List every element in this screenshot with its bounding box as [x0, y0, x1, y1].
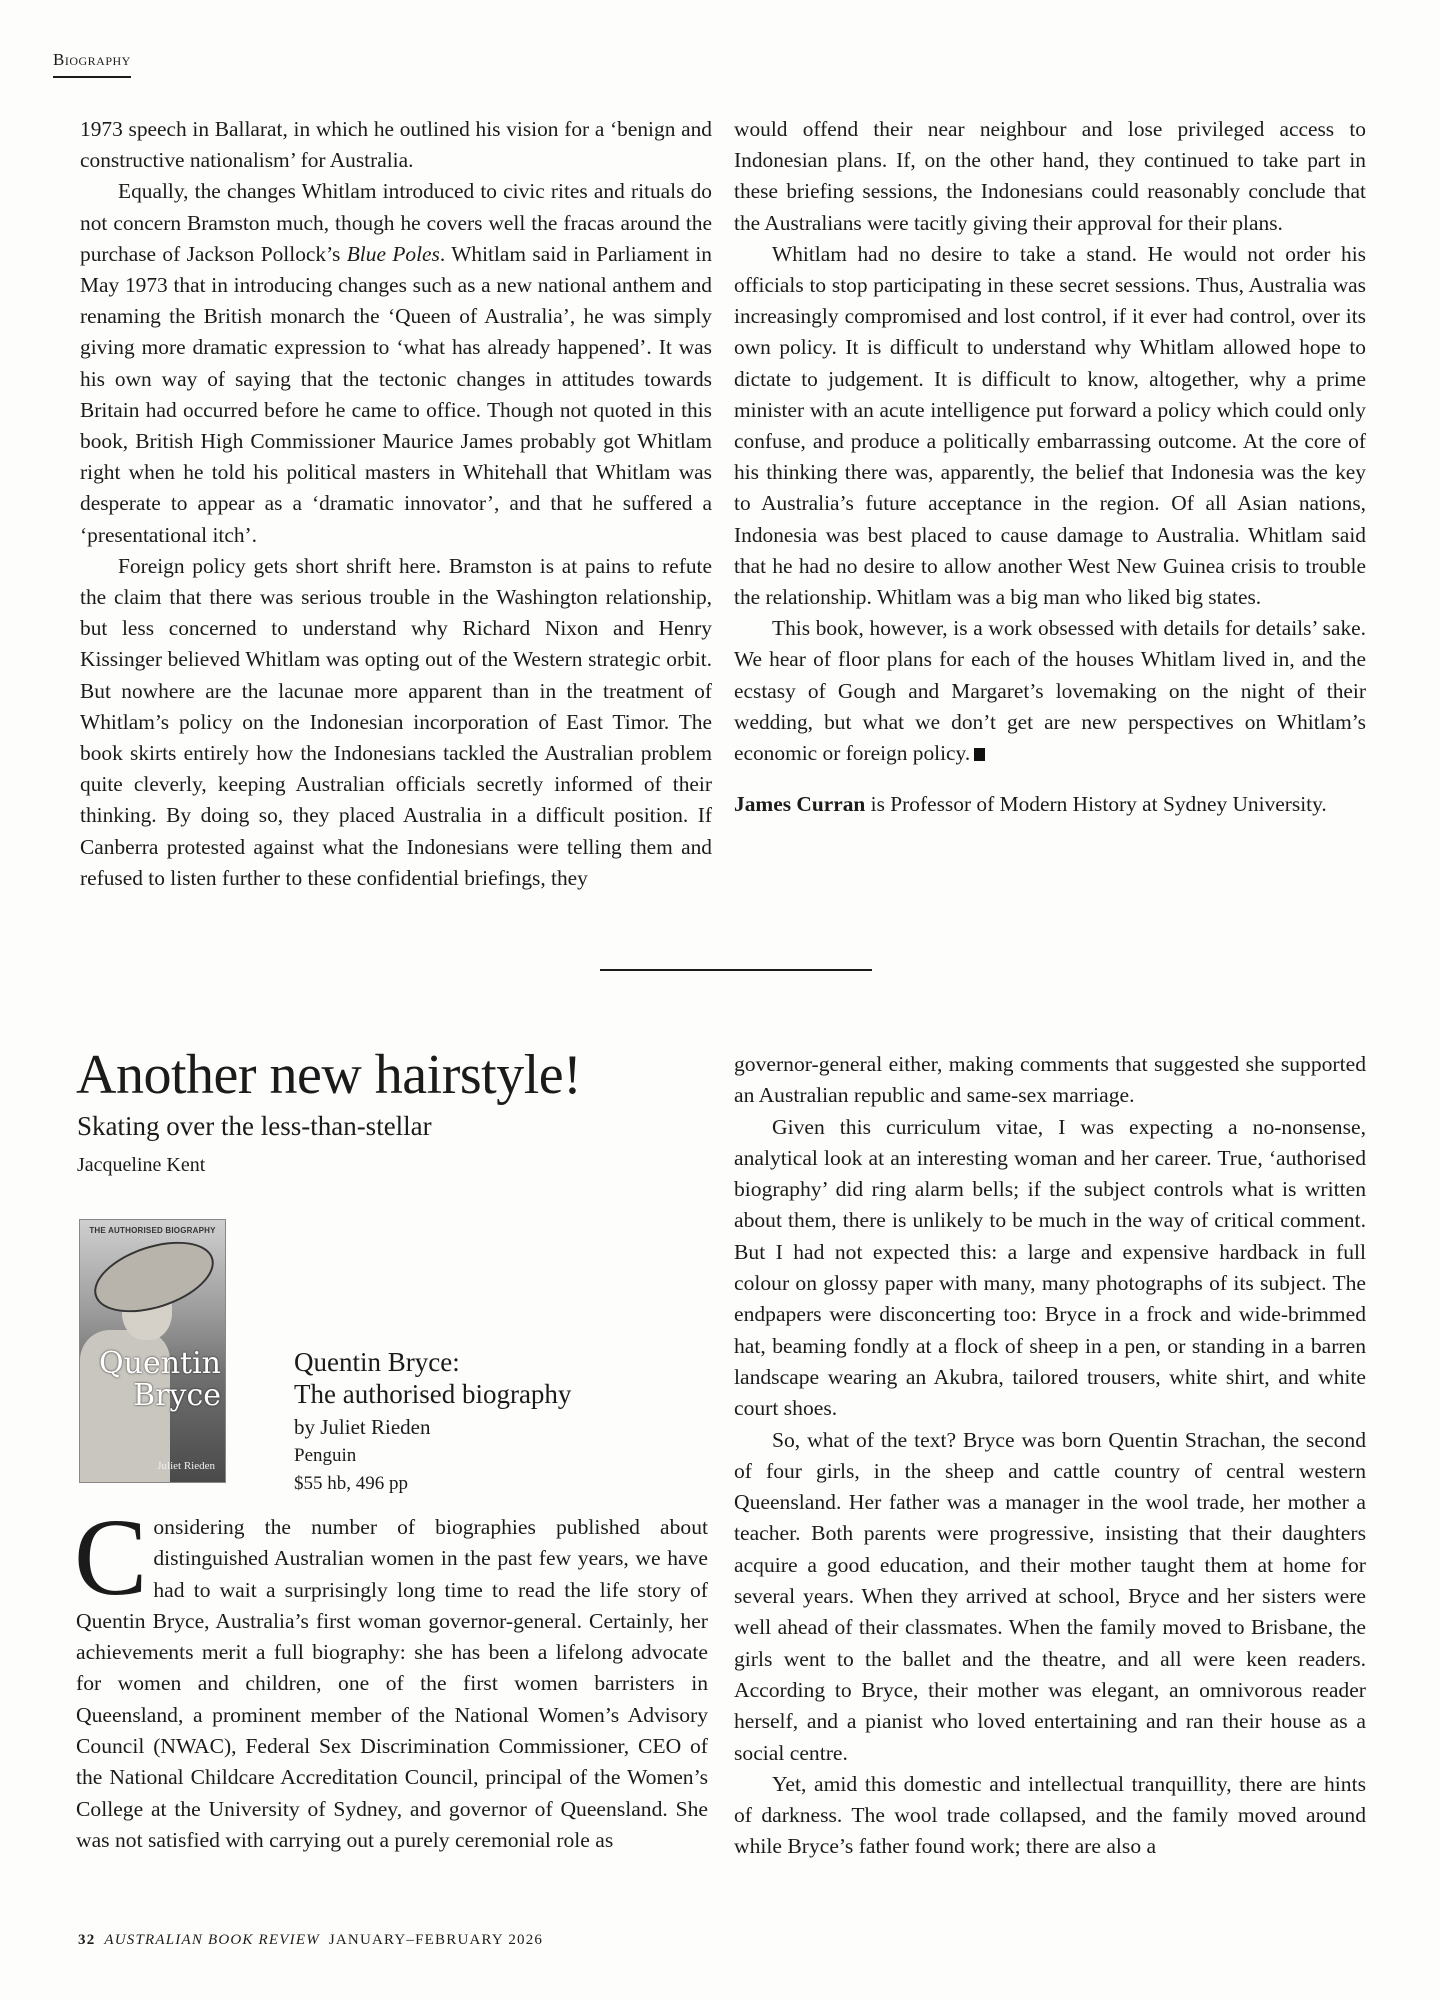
article-subhead: Skating over the less-than-stellar	[77, 1111, 432, 1141]
end-of-article-mark-icon	[974, 748, 985, 761]
cover-title-line: Bryce	[133, 1378, 221, 1413]
book-price-format: $55 hb, 496 pp	[294, 1473, 408, 1494]
page-number: 32	[78, 1932, 96, 1948]
paragraph-text: onsidering the number of biographies published about distinguished Australian women in the past few years, we have had to wait a surprisingly long time to read the life story of Quentin Bryce, Australia’s first woman governor-general. Certainly, her achievements merit a full biography: she has been a lifelong advocate for women and children, one of the first women barristers in Queensland, a prominent member of the National Women’s Advisory Council (NWAC), Federal Sex Discrimination Commissioner, CEO of the National Childcare Accreditation Council, principal of the Women’s College at the University of Sydney, and governor of Queensland. She was not satisfied with carrying out a purely ceremonial role as	[76, 1515, 708, 1852]
article-byline: Jacqueline Kent	[77, 1154, 206, 1176]
paragraph: Given this curriculum vitae, I was expecting a no-nonsense, analytical look at an interesting woman and her career. True, ‘authorised biography’ did ring alarm bells; if the subject controls what is written about them, there is unlikely to be much in the way of critical comment. But I had not expected this: a large and expensive hardback in full colour on glossy paper with many, many photographs of its subject. The endpapers were disconcerting too: Bryce in a frock and wide-brimmed hat, beaming fondly at a flock of sheep in a pen, or standing in a barren landscape wearing an Akubra, tailored trousers, white shirt, and white court shoes.	[734, 1114, 1366, 1421]
paragraph: Yet, amid this domestic and intellectual tranquillity, there are hints of darkness. The wool trade collapsed, and the family moved around while Bryce’s father found work; there are also a	[734, 1771, 1366, 1859]
issue-date: JANUARY–FEBRUARY 2026	[328, 1932, 544, 1948]
book-cover-image	[79, 1219, 226, 1483]
reviewer-bio	[734, 789, 1366, 820]
paragraph: Foreign policy gets short shrift here. Bramston is at pains to refute the claim that there was serious trouble in the Washington relationship, but less concerned to understand why Richard Nixon and Henry Kissinger believed Whitlam was opting out of the Western strategic orbit. But nowhere are the lacunae more apparent than in the treatment of Whitlam’s policy on the Indonesian incorporation of East Timor. The book skirts entirely how the Indonesians tackled the Australian problem quite cleverly, keeping Australian officials secretly informed of their thinking. By doing so, they placed Australia in a difficult position. If Canberra protested against what the Indonesians were telling them and refused to listen further to these confidential briefings, they	[80, 553, 712, 890]
section-divider	[600, 969, 872, 971]
cover-author: Juliet Rieden	[157, 1460, 215, 1472]
review1-column-right	[734, 114, 1366, 820]
paragraph: would offend their near neighbour and lose privileged access to Indonesian plans. If, on the other hand, they continued to take part in these briefing sessions, the Indonesians could reasonably conclude that the Australians were tacitly giving their approval for their plans.	[734, 117, 1366, 235]
drop-cap: C	[74, 1496, 148, 1618]
paragraph-text: This book, however, is a work obsessed with details for details’ sake. We hear of floor plans for each of the houses Whitlam lived in, and the ecstasy of Gough and Margaret’s lovemaking on the night of their wedding, but what we don’t get are new perspectives on Whitlam’s economic or foreign policy.	[734, 616, 1366, 766]
reviewer-bio-text: is Professor of Modern History at Sydney University.	[865, 792, 1327, 817]
book-title-line: The authorised biography	[294, 1379, 572, 1409]
paragraph	[74, 1496, 708, 1856]
magazine-name: AUSTRALIAN BOOK REVIEW	[104, 1932, 320, 1948]
review2-column-left	[74, 1496, 708, 1856]
book-publisher: Penguin	[294, 1445, 357, 1466]
cover-tagline: THE AUTHORISED BIOGRAPHY	[89, 1226, 216, 1235]
book-author: by Juliet Rieden	[294, 1415, 431, 1439]
review1-column-left	[80, 114, 712, 894]
paragraph: Equally, the changes Whitlam introduced to civic rites and rituals do not concern Bramston much, though he covers well the fracas around the purchase of Jackson Pollock’s Blue Poles. Whitlam said in Parliament in May 1973 that in introducing changes such as a new national anthem and renaming the British monarch the ‘Queen of Australia’, he was simply giving more dramatic expression to ‘what has already happened’. It was his own way of saying that the tectonic changes in attitudes towards Britain had occurred before he came to office. Though not quoted in this book, British High Commissioner Maurice James probably got Whitlam right when he told his political masters in Whitehall that Whitlam was desperate to appear as a ‘dramatic innovator’, and that he suffered a ‘presentational itch’.	[80, 179, 712, 547]
paragraph	[734, 613, 1366, 769]
paragraph: governor-general either, making comments that suggested she supported an Australian republic and same-sex marriage.	[734, 1052, 1366, 1108]
paragraph: So, what of the text? Bryce was born Quentin Strachan, the second of four girls, in the sheep and cattle country of central western Queensland. Her father was a manager in the wool trade, her mother a teacher. Both parents were progressive, insisting that their daughters acquire a good education, and their mother taught them at home for several years. When they arrived at school, Bryce and her sisters were well ahead of their classmates. When the family moved to Brisbane, the girls went to the ballet and the theatre, and all were keen readers. According to Bryce, their mother was elegant, an omnivorous reader herself, and a pianist who loved entertaining and ran their house as a social centre.	[734, 1427, 1366, 1765]
review2-column-right	[734, 1049, 1366, 1863]
paragraph: 1973 speech in Ballarat, in which he outlined his vision for a ‘benign and constructive nationalism’ for Australia.	[80, 117, 712, 173]
reviewer-name: James Curran	[734, 792, 866, 817]
book-title-line: Quentin Bryce:	[294, 1347, 460, 1377]
artwork-title: Blue Poles	[346, 241, 440, 266]
cover-title-line: Quentin	[99, 1346, 221, 1381]
cover-title	[99, 1348, 221, 1412]
section-label: Biography	[53, 50, 131, 78]
paragraph: Whitlam had no desire to take a stand. He would not order his officials to stop participating in these secret sessions. Thus, Australia was increasingly compromised and lost control, if it ever had control, over its own policy. It is difficult to understand why Whitlam allowed hope to dictate to judgement. It is difficult to know, altogether, why a prime minister with an acute intelligence put forward a policy which could only confuse, and produce a politically embarrassing outcome. At the core of his thinking there was, apparently, the belief that Indonesia was the key to Australia’s future acceptance in the region. Of all Asian nations, Indonesia was best placed to cause damage to Australia. Whitlam said that he had no desire to allow another West New Guinea crisis to trouble the relationship. Whitlam was a big man who liked big states.	[734, 241, 1366, 610]
article-headline: Another new hairstyle!	[76, 1044, 582, 1106]
page-footer	[78, 1932, 543, 1949]
book-details	[294, 1346, 571, 1498]
